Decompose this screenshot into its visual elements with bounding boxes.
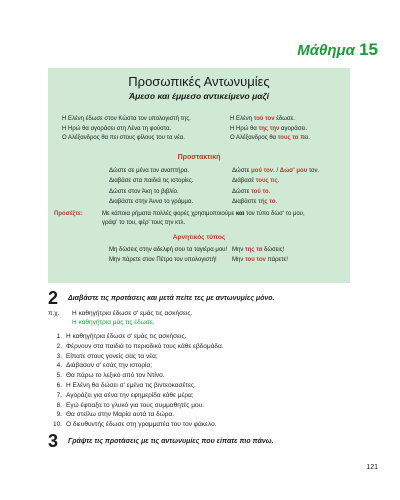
note-label: Προσέξτε: xyxy=(54,211,83,217)
note-text: Με κάποια ρήματα πολλές φορές χρησιμοποιούμε και τον τύπο δώσ' το μου, γράψ' το του, φέρ' τους την κτλ. xyxy=(102,211,305,227)
negative-left: Μη δώσεις στην αδελφή σου τα ταγιέρα μου! xyxy=(109,247,228,253)
imperative-right: Δώστε μού τον. / Δώσ' μου τον. xyxy=(232,168,320,174)
negative-right: Μην του τον πάρετε! xyxy=(232,256,288,263)
imperative-right: Διαβάστε τής το. xyxy=(232,198,278,205)
imperative-row xyxy=(48,177,350,187)
negative-row xyxy=(48,256,350,266)
imperative-section xyxy=(48,167,350,207)
imperative-left: Διαβάστε στην Άννα το γράμμα. xyxy=(109,198,194,205)
box-subtitle: Άμεσο και έμμεσο αντικείμενο μαζί xyxy=(128,91,270,101)
intro-left: Ο Αλέξανδρος θα πει στους φίλους του τα νέα. xyxy=(62,135,185,142)
imperative-right: Διάβασέ τους τις. xyxy=(232,177,280,184)
example-label: π.χ. xyxy=(48,310,60,317)
lesson-number: 15 xyxy=(359,40,378,59)
negative-right: Μην της τα δώσεις! xyxy=(232,247,285,253)
lesson-header xyxy=(297,40,378,60)
imperative-left: Διαβάσε στα παιδιά τις ιστορίες. xyxy=(109,177,194,184)
exercise-2-number: 2 xyxy=(48,288,59,308)
imperative-heading: Προστακτική xyxy=(177,154,221,161)
example-sentence: Η καθηγήτρια έδωσε σ' εμάς τις ασκήσεις. xyxy=(72,310,193,317)
page-number: 121 xyxy=(366,464,378,471)
imperative-row xyxy=(48,198,350,208)
imperative-right: Δώστε τού το. xyxy=(232,189,271,196)
intro-row xyxy=(48,125,350,135)
intro-row xyxy=(48,134,350,144)
intro-section xyxy=(48,115,350,144)
example-answer: Η καθηγήτρια μάς τις έδωσε. xyxy=(72,319,155,327)
exercise-3-number: 3 xyxy=(48,431,59,451)
intro-left: Η Ηρώ θα αγοράσει στη Λένα τη φούστα. xyxy=(62,125,172,132)
imperative-left: Δώστε σε μένα τον αναπτήρα. xyxy=(109,168,190,174)
intro-left: Η Ελένη έδωσε στον Κώστα τον υπολογιστή της. xyxy=(62,116,191,122)
box-title: Προσωπικές Αντωνυμίες xyxy=(128,74,270,89)
imperative-left: Δώστε στον Άκη το βιβλίο. xyxy=(109,189,179,196)
imperative-row xyxy=(48,167,350,177)
negative-section xyxy=(48,246,350,265)
negative-left: Μην πάρετε στον Πέτρο τον υπολογιστή! xyxy=(109,256,217,263)
imperative-row xyxy=(48,188,350,198)
grammar-box xyxy=(48,68,350,283)
negative-heading: Αρνητικός τύπος xyxy=(172,234,226,241)
lesson-label: Μάθημα xyxy=(297,42,355,59)
intro-right: Η Ηρώ θα της την αγοράσει. xyxy=(230,125,308,132)
intro-row xyxy=(48,115,350,125)
exercise-3-instruction: Γράψτε τις προτάσεις με τις αντωνυμίες που είπατε πιο πάνω. xyxy=(68,438,274,445)
intro-right: Ο Αλέξανδρος θα τους τα πει. xyxy=(230,135,310,142)
intro-right: Η Ελένη τού τον έδωσε. xyxy=(230,116,295,122)
exercise-2-instruction: Διαβάστε τις προτάσεις και μετά πείτε τες με αντωνυμίες μόνο. xyxy=(68,295,275,302)
negative-row xyxy=(48,246,350,256)
